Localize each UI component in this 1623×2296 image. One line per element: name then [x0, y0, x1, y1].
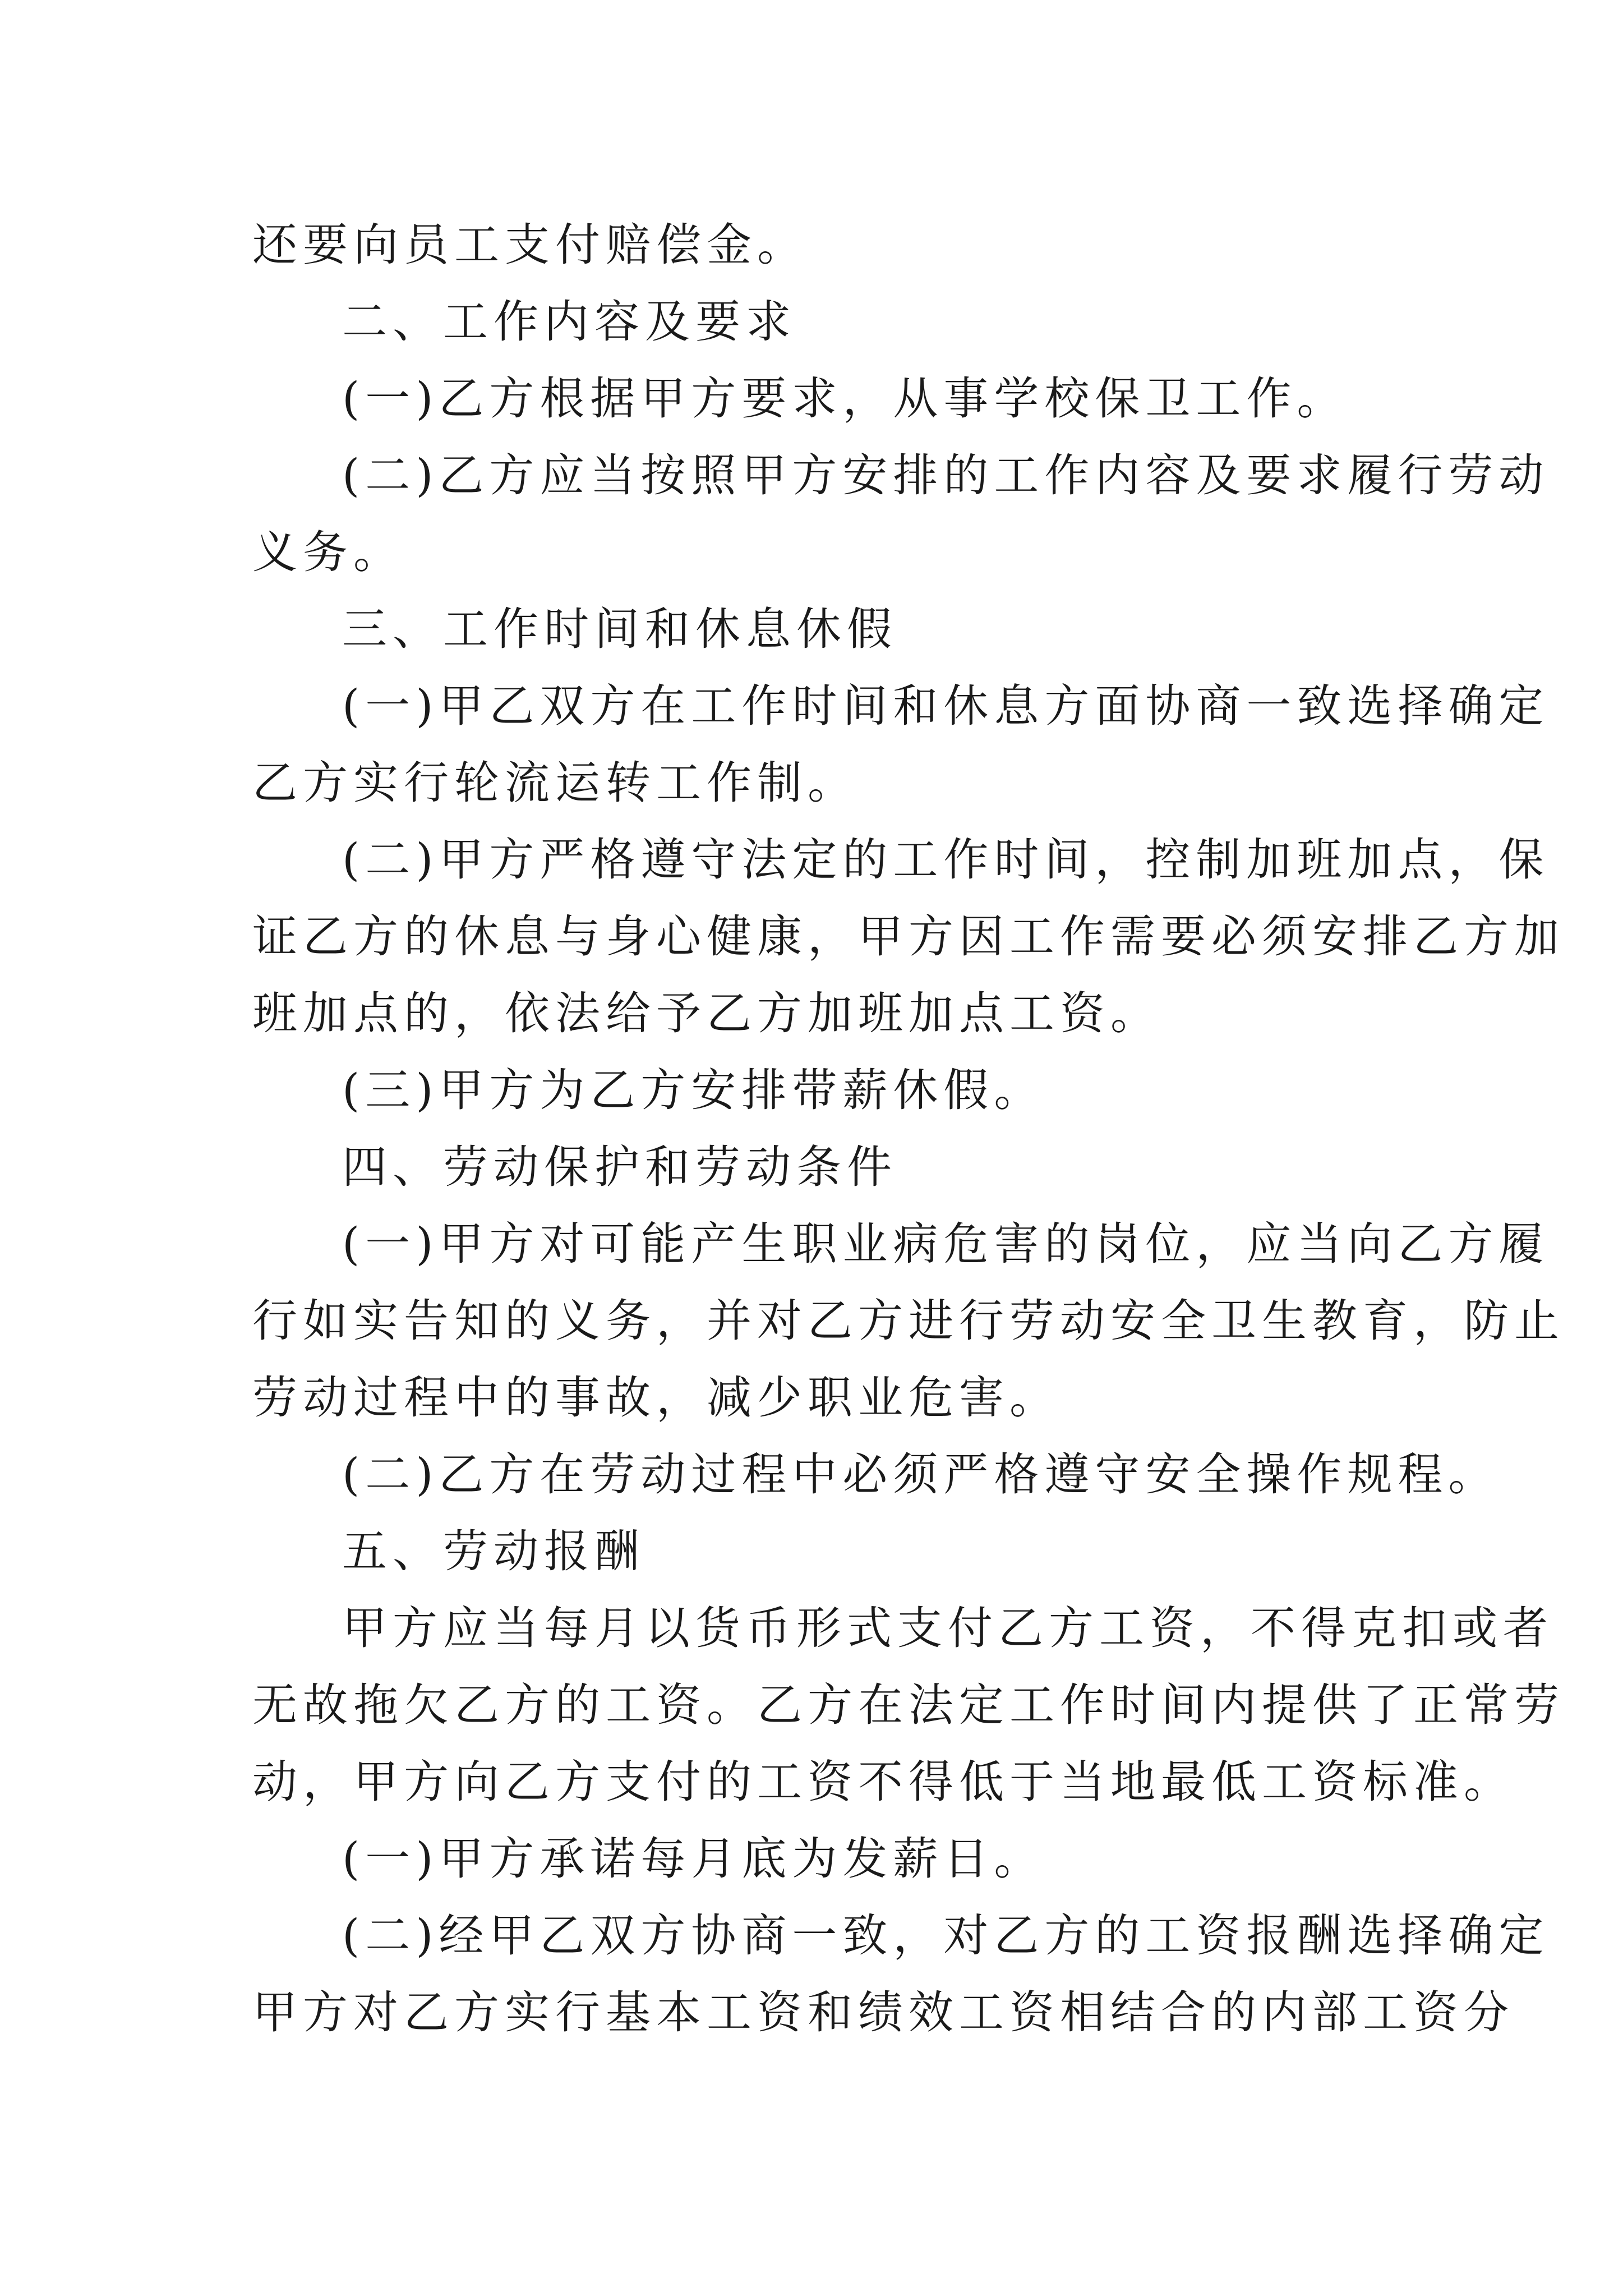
text-line: 义务。 [252, 526, 404, 578]
text-line: 无故拖欠乙方的工资。乙方在法定工作时间内提供了正常劳 [252, 1679, 1565, 1731]
text-line: 乙方实行轮流运转工作制。 [252, 757, 858, 809]
text-line: (三)甲方为乙方安排带薪休假。 [342, 1064, 1045, 1116]
text-line: (一)甲方对可能产生职业病危害的岗位，应当向乙方履 [342, 1218, 1550, 1270]
text-line: 班加点的，依法给予乙方加班加点工资。 [252, 987, 1161, 1039]
section-heading: 五、劳动报酬 [342, 1525, 645, 1577]
text-line: (二)乙方应当按照甲方安排的工作内容及要求履行劳动 [342, 449, 1550, 501]
text-line: (二)甲方严格遵守法定的工作时间，控制加班加点，保 [342, 834, 1550, 886]
text-line: 行如实告知的义务，并对乙方进行劳动安全卫生教育，防止 [252, 1295, 1565, 1347]
text-line: (二)乙方在劳动过程中必须严格遵守安全操作规程。 [342, 1448, 1499, 1501]
text-line: 甲方对乙方实行基本工资和绩效工资相结合的内部工资分 [252, 1986, 1514, 2039]
text-line: 还要向员工支付赔偿金。 [252, 219, 808, 271]
section-heading: 二、工作内容及要求 [342, 296, 796, 348]
section-heading: 三、工作时间和休息休假 [342, 603, 897, 655]
text-line: 甲方应当每月以货币形式支付乙方工资，不得克扣或者 [342, 1602, 1553, 1654]
text-line: 劳动过程中的事故，减少职业危害。 [252, 1372, 1060, 1424]
text-line: (一)甲乙双方在工作时间和休息方面协商一致选择确定 [342, 680, 1550, 732]
text-line: 动，甲方向乙方支付的工资不得低于当地最低工资标准。 [252, 1756, 1514, 1808]
text-line: (一)甲方承诺每月底为发薪日。 [342, 1833, 1045, 1885]
text-line: (二)经甲乙双方协商一致，对乙方的工资报酬选择确定 [342, 1910, 1550, 1962]
document-page [252, 206, 1565, 2051]
text-line: (一)乙方根据甲方要求，从事学校保卫工作。 [342, 372, 1348, 425]
text-line: 证乙方的休息与身心健康，甲方因工作需要必须安排乙方加 [252, 910, 1565, 963]
section-heading: 四、劳动保护和劳动条件 [342, 1141, 897, 1193]
